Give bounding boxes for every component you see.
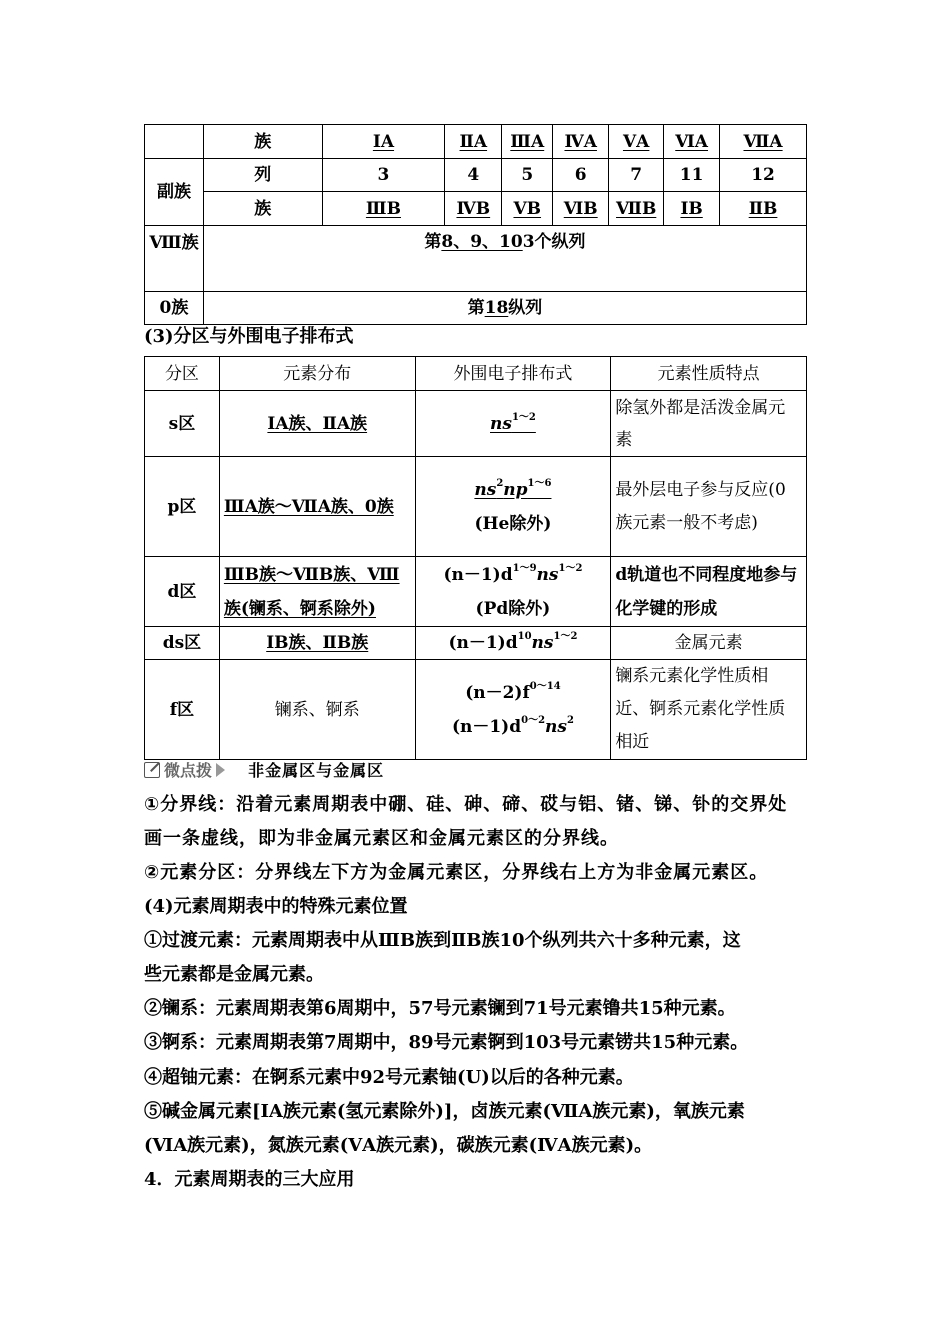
zhu-label: 族 [203,125,322,159]
dist-d-text: ⅢB族～ⅦB族、Ⅷ族(镧系、锕系除外) [223,564,400,619]
main-group-cell: ⅦA [720,125,807,159]
config-p-base2: np [503,479,528,500]
sub-group-cell: ⅣB [445,192,502,226]
config-d-sup1: 1～9 [512,562,537,574]
zone-f: f区 [145,660,220,760]
zero-answer: 18 [484,298,509,318]
prop-ds: 金属元素 [611,627,807,660]
config-d-mid: ns [536,564,559,585]
sub-group-cell: ⅥB [553,192,609,226]
viii-answer: 8、9、10 [441,232,523,252]
config-d-text: (n－1)d [443,564,513,585]
tip-line-3: ②元素分区：分界线左下方为金属元素区，分界线右上方为非金属元素区。 [144,862,769,883]
config-p-sup1: 2 [496,477,504,489]
section-5-title: 4．元素周期表的三大应用 [144,1169,355,1190]
group-table [144,124,807,325]
tip-line-1: ①分界线：沿着元素周期表中硼、硅、砷、碲、砹与铝、锗、锑、钋的交界处 [144,794,788,815]
tip-header [144,757,384,785]
header-property: 元素性质特点 [611,357,807,391]
column-cell: 5 [502,159,553,192]
pencil-edit-icon [144,762,160,778]
dist-f: 镧系、锕系 [219,660,415,760]
zu-label: 族 [203,192,322,226]
dist-s-text: ⅠA族、ⅡA族 [267,413,368,434]
config-f-line2-mid: ns [545,716,567,737]
zero-value [203,292,806,325]
column-cell: 6 [553,159,609,192]
blank-cell [145,125,204,159]
config-d-note: (Pd除外) [475,598,551,619]
zero-label: 0族 [145,292,204,325]
sub-group-cell: ⅦB [609,192,664,226]
config-s-sup: 1～2 [511,411,536,423]
tip-line-2: 画一条虚线，即为非金属元素区和金属元素区的分界线。 [144,828,619,849]
config-p-sup2: 1～6 [527,477,552,489]
viii-label: Ⅷ族 [145,226,204,292]
body-line-3: ②镧系：元素周期表第6周期中，57号元素镧到71号元素镥共15种元素。 [144,998,736,1019]
section-4-title: (4)元素周期表中的特殊元素位置 [144,896,408,917]
prop-s: 除氢外都是活泼金属元素 [611,391,807,457]
fu-label: 副族 [145,159,204,226]
config-d [415,557,611,627]
tip-badge: 微点拨 [164,761,213,780]
lie-label: 列 [203,159,322,192]
prop-f: 镧系元素化学性质相近、锕系元素化学性质相近 [611,660,807,760]
zone-ds: ds区 [145,627,220,660]
column-cell: 11 [664,159,720,192]
main-group-cell: ⅤA [609,125,664,159]
zone-p: p区 [145,457,220,557]
zone-table [144,356,807,760]
config-ds-sup1: 10 [517,631,532,643]
config-f-line2: (n－1)d [451,716,522,737]
config-s-base: ns [490,413,512,434]
body-line-2: 些元素都是金属元素。 [144,964,324,985]
header-config: 外围电子排布式 [415,357,611,391]
dist-ds-text: ⅠB族、ⅡB族 [266,633,369,653]
prop-d: d轨道也不同程度地参与化学键的形成 [611,557,807,627]
main-group-cell: ⅣA [553,125,609,159]
body-line-1: ①过渡元素：元素周期表中从ⅢB族到ⅡB族10个纵列共六十多种元素，这 [144,930,741,951]
dist-p [219,457,415,557]
prop-p: 最外层电子参与反应(0族元素一般不考虑) [611,457,807,557]
column-cell: 12 [720,159,807,192]
body-line-7: (ⅥA族元素)，氮族元素(ⅤA族元素)，碳族元素(ⅣA族元素)。 [144,1135,653,1156]
dist-s [219,391,415,457]
triangle-right-icon [216,763,225,777]
header-zone: 分区 [145,357,220,391]
viii-pre: 第 [424,232,442,252]
zone-d: d区 [145,557,220,627]
main-group-cell: ⅠA [322,125,445,159]
header-distribution: 元素分布 [219,357,415,391]
config-ds-sup2: 1～2 [553,631,578,643]
section-3-title: (3)分区与外围电子排布式 [144,326,354,347]
sub-group-cell: ⅢB [322,192,445,226]
config-f [415,660,611,760]
body-line-5: ④超铀元素：在锕系元素中92号元素铀(U)以后的各种元素。 [144,1067,634,1088]
config-d-sup2: 1～2 [558,562,583,574]
config-p [415,457,611,557]
body-line-6: ⑤碱金属元素[ⅠA族元素(氢元素除外)]，卤族元素(ⅦA族元素)，氧族元素 [144,1101,745,1122]
column-cell: 3 [322,159,445,192]
sub-group-cell: ⅤB [502,192,553,226]
column-cell: 7 [609,159,664,192]
config-f-line1: (n－2)f [465,682,530,703]
viii-value [203,226,806,292]
sub-group-cell: ⅠB [664,192,720,226]
config-f-line1-sup: 0～14 [529,680,561,692]
dist-ds [219,627,415,660]
config-ds-mid: ns [531,633,554,653]
zone-s: s区 [145,391,220,457]
zero-post: 纵列 [508,298,543,318]
config-s [415,391,611,457]
column-cell: 4 [445,159,502,192]
sub-group-cell: ⅡB [720,192,807,226]
zero-pre: 第 [467,298,485,318]
config-f-line2-sup1: 0～2 [521,714,546,726]
dist-p-text: ⅢA族～ⅦA族、0族 [223,496,394,517]
config-f-line2-sup2: 2 [566,714,574,726]
config-ds [415,627,611,660]
main-group-cell: ⅥA [664,125,720,159]
dist-d [219,557,415,627]
config-ds-text: (n－1)d [448,633,518,653]
main-group-cell: ⅢA [502,125,553,159]
viii-post: 3个纵列 [522,232,586,252]
body-line-4: ③锕系：元素周期表第7周期中，89号元素锕到103号元素铹共15种元素。 [144,1032,749,1053]
config-p-note: (He除外) [474,513,552,534]
main-group-cell: ⅡA [445,125,502,159]
config-p-base1: ns [474,479,497,500]
tip-title: 非金属区与金属区 [248,761,385,780]
